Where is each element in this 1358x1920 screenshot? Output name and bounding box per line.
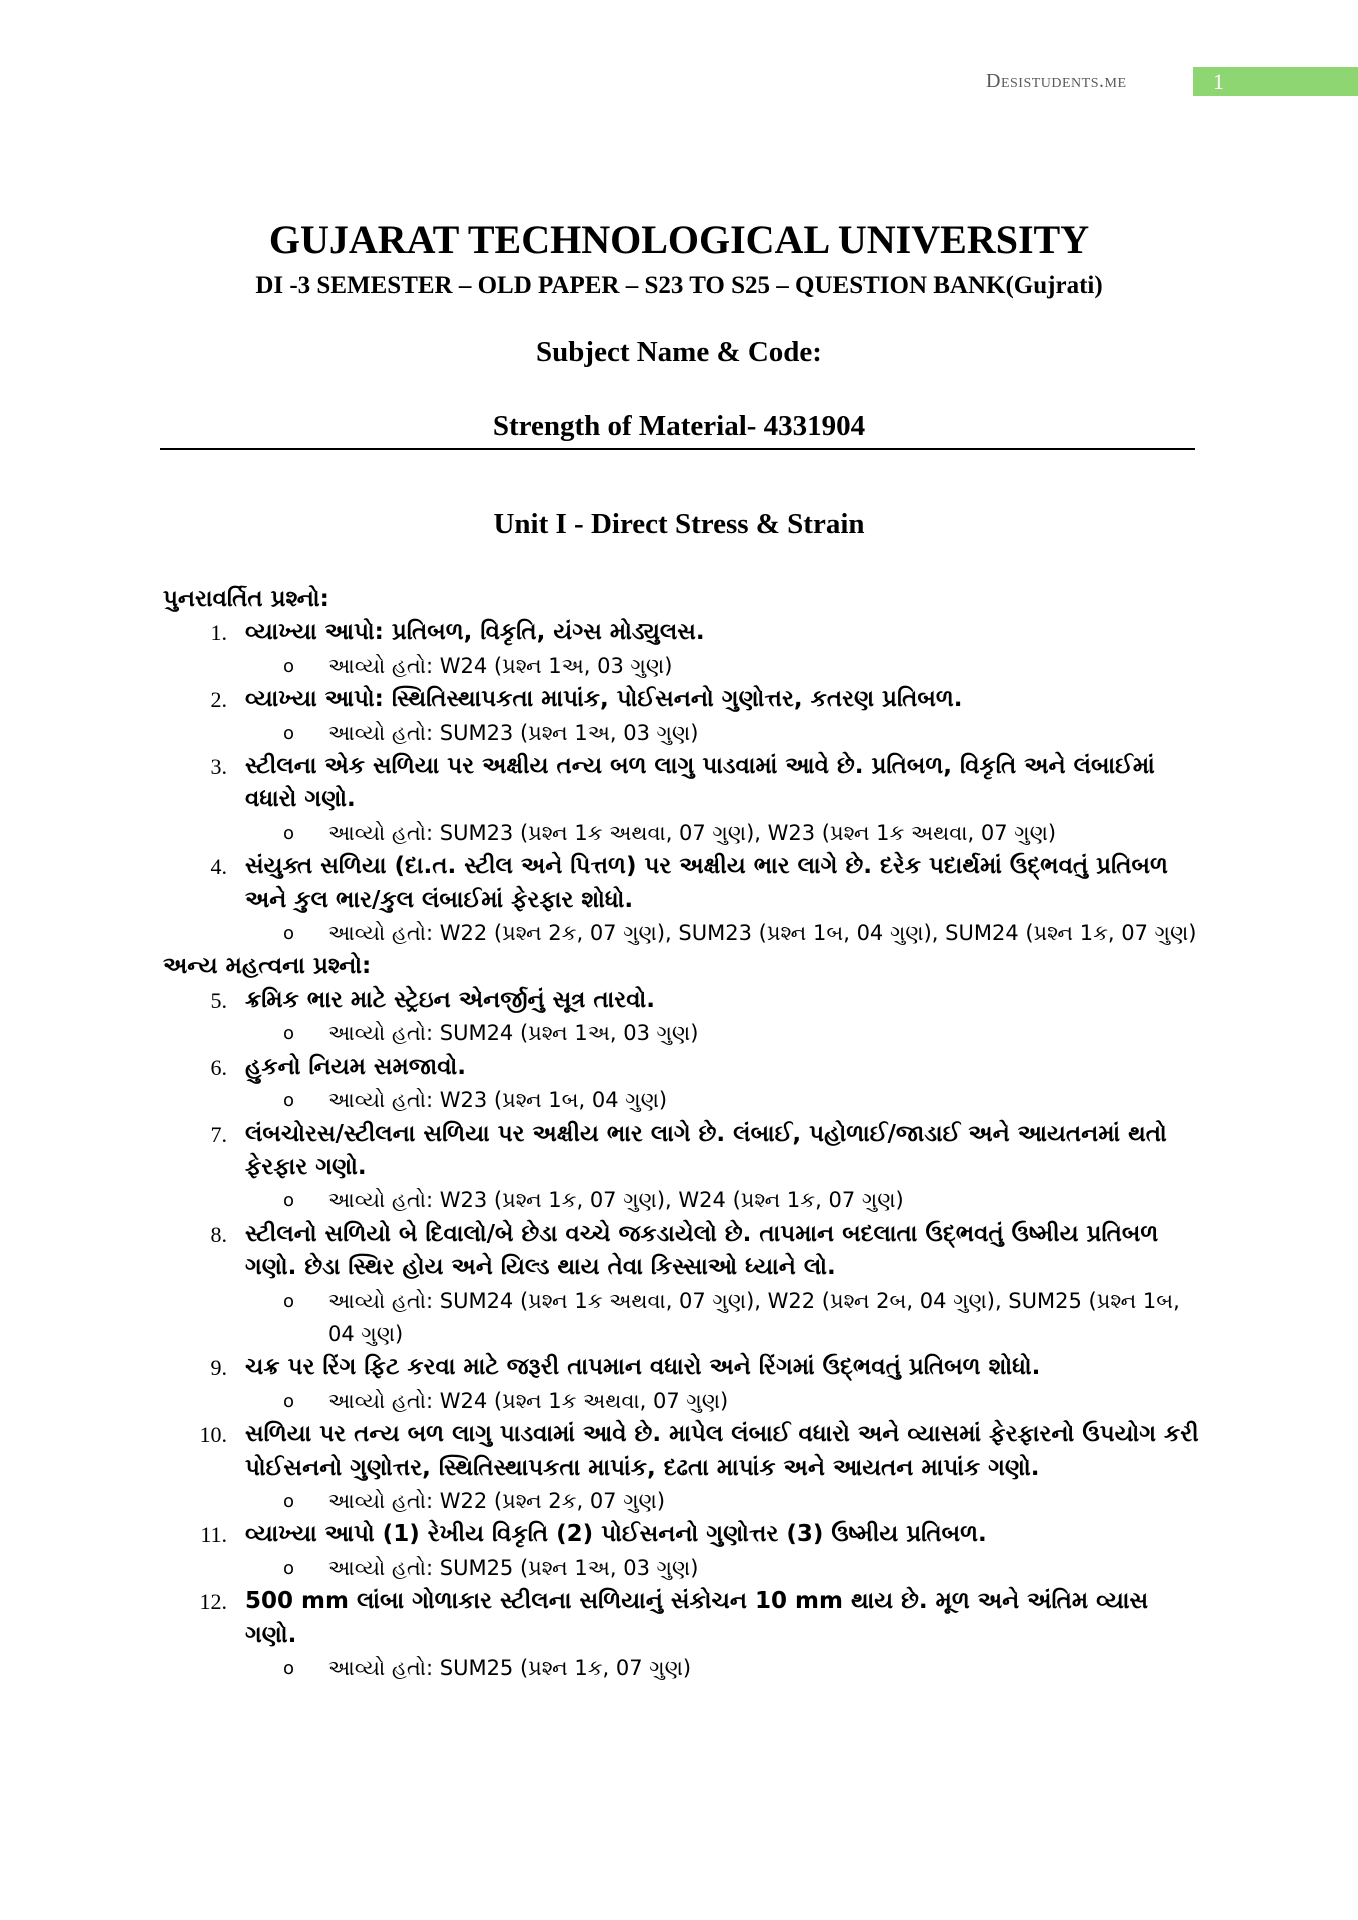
question-number: 10. (199, 1422, 227, 1448)
question-item (163, 750, 1203, 817)
asked-in (163, 717, 1203, 750)
asked-in-text: આવ્યો હતો: SUM24 (પ્રશ્ન 1અ, 03 ગુણ) (328, 1021, 699, 1046)
question-item (163, 1351, 1203, 1384)
question-number: 1. (210, 620, 227, 646)
question-list (163, 583, 1203, 1685)
question-item (163, 1218, 1203, 1285)
asked-in (163, 1084, 1203, 1117)
asked-in-text: આવ્યો હતો: SUM23 (પ્રશ્ન 1ક અથવા, 07 ગુણ), W23 (પ્રશ્ન 1ક અથવા, 07 ગુણ) (328, 820, 1057, 845)
asked-in-text: આવ્યો હતો: W22 (પ્રશ્ન 2ક, 07 ગુણ), SUM23 (પ્રશ્ન 1બ, 04 ગુણ), SUM24 (પ્રશ્ન 1ક, 07 ગુણ) (328, 921, 1197, 946)
circle-bullet-icon: o (283, 1090, 295, 1112)
asked-in (163, 1017, 1203, 1050)
asked-in-text: આવ્યો હતો: W24 (પ્રશ્ન 1ક અથવા, 07 ગુણ) (328, 1388, 729, 1413)
asked-in (163, 1485, 1203, 1518)
question-item (163, 1118, 1203, 1185)
question-item (163, 1518, 1203, 1551)
question-text: 500 mm લાંબા ગોળાકાર સ્ટીલના સળિયાનું સંકોચન 10 mm થાય છે. મૂળ અને અંતિમ વ્યાસ ગણો. (245, 1588, 1149, 1648)
asked-in (163, 817, 1203, 850)
question-text: વ્યાખ્યા આપો (1) રેખીય વિકૃતિ (2) પોઈસનનો ગુણોત્તર (3) ઉષ્મીય પ્રતિબળ. (245, 1521, 987, 1548)
section-heading: પુનરાવર્તિત પ્રશ્નો: (163, 586, 329, 612)
question-item (163, 1585, 1203, 1652)
question-item (163, 850, 1203, 917)
asked-in-text: આવ્યો હતો: W24 (પ્રશ્ન 1અ, 03 ગુણ) (328, 653, 673, 678)
divider (160, 448, 1195, 450)
asked-in-text: આવ્યો હતો: SUM25 (પ્રશ્ન 1ક, 07 ગુણ) (328, 1656, 692, 1680)
circle-bullet-icon: o (283, 1023, 295, 1045)
question-text: સંયુક્ત સળિયા (દા.ત. સ્ટીલ અને પિત્તળ) પર અક્ષીય ભાર લાગે છે. દરેક પદાર્થમાં ઉદ્ભવતું પ્રતિબળ અને કુલ ભાર/કુલ લંબાઈમાં ફેરફાર શોધો. (245, 853, 1168, 913)
asked-in (163, 1552, 1203, 1585)
question-number: 6. (210, 1054, 227, 1080)
question-item (163, 984, 1203, 1017)
circle-bullet-icon: o (283, 1390, 295, 1412)
asked-in (163, 1385, 1203, 1418)
subject-name: Strength of Material- 4331904 (492, 410, 866, 442)
question-number: 9. (210, 1355, 227, 1381)
question-text: લંબચોરસ/સ્ટીલના સળિયા પર અક્ષીય ભાર લાગે છે. લંબાઈ, પહોળાઈ/જાડાઈ અને આયતનમાં થતો ફેરફાર ગણો. (245, 1120, 1167, 1180)
question-number: 3. (210, 754, 227, 780)
asked-in (163, 1285, 1203, 1352)
question-number: 12. (199, 1589, 227, 1615)
circle-bullet-icon: o (283, 1190, 295, 1212)
question-text: સ્ટીલનો સળિયો બે દિવાલો/બે છેડા વચ્ચે જકડાયેલો છે. તાપમાન બદલાતા ઉદ્ભવતું ઉષ્મીય પ્રતિબળ ગણો. છેડા સ્થિર હોય અને યિલ્ડ થાય તેવા કિસ્સાઓ ધ્યાને લો. (245, 1220, 1159, 1281)
question-text: હુકનો નિયમ સમજાવો. (245, 1053, 467, 1080)
section-heading: અન્ય મહત્વના પ્રશ્નો: (163, 953, 372, 980)
question-text: વ્યાખ્યા આપો: પ્રતિબળ, વિકૃતિ, યંગ્સ મોડ્યુલસ. (245, 619, 705, 646)
question-number: 8. (210, 1221, 227, 1247)
question-text: સ્ટીલના એક સળિયા પર અક્ષીય તન્ય બળ લાગુ પાડવામાં આવે છે. પ્રતિબળ, વિકૃતિ અને લંબાઈમાં વધારો ગણો. (245, 753, 1155, 813)
question-item (163, 616, 1203, 649)
question-item (163, 1418, 1203, 1485)
question-text: ક્રમિક ભાર માટે સ્ટ્રેઇન એનર્જીનું સૂત્ર તારવો. (245, 986, 656, 1013)
circle-bullet-icon: o (283, 722, 295, 744)
page-number-badge: 1 (1193, 67, 1358, 96)
question-number: 4. (210, 854, 227, 880)
circle-bullet-icon: o (283, 655, 295, 677)
document-subtitle: DI -3 SEMESTER – OLD PAPER – S23 TO S25 – QUESTION BANK(Gujrati) (255, 272, 1103, 299)
header-site-name: Desistudents.me (986, 70, 1127, 92)
circle-bullet-icon: o (283, 1290, 295, 1312)
circle-bullet-icon: o (283, 1490, 295, 1512)
asked-in-text: આવ્યો હતો: W22 (પ્રશ્ન 2ક, 07 ગુણ) (328, 1488, 666, 1513)
asked-in-text: આવ્યો હતો: W23 (પ્રશ્ન 1બ, 04 ગુણ) (328, 1088, 668, 1113)
asked-in (163, 1652, 1203, 1685)
asked-in-text: આવ્યો હતો: SUM25 (પ્રશ્ન 1અ, 03 ગુણ) (328, 1555, 699, 1580)
question-text: ચક્ર પર રિંગ ફિટ કરવા માટે જરૂરી તાપમાન વધારો અને રિંગમાં ઉદ્ભવતું પ્રતિબળ શોધો. (245, 1354, 1041, 1381)
circle-bullet-icon: o (283, 822, 295, 844)
question-number: 7. (210, 1121, 227, 1147)
asked-in-text: આવ્યો હતો: SUM24 (પ્રશ્ન 1ક અથવા, 07 ગુણ), W22 (પ્રશ્ન 2બ, 04 ગુણ), SUM25 (પ્રશ્ન 1બ, 04 ગુણ) (328, 1288, 1180, 1346)
asked-in-text: આવ્યો હતો: SUM23 (પ્રશ્ન 1અ, 03 ગુણ) (328, 720, 699, 745)
subject-label: Subject Name & Code: (536, 336, 822, 368)
question-number: 2. (210, 687, 227, 713)
university-title: GUJARAT TECHNOLOGICAL UNIVERSITY (268, 217, 1090, 262)
question-item (163, 1051, 1203, 1084)
circle-bullet-icon: o (283, 1557, 295, 1579)
circle-bullet-icon: o (283, 923, 295, 945)
asked-in (163, 917, 1203, 950)
question-text: વ્યાખ્યા આપો: સ્થિતિસ્થાપકતા માપાંક, પોઈસનનો ગુણોત્તર, કતરણ પ્રતિબળ. (245, 686, 963, 713)
asked-in-text: આવ્યો હતો: W23 (પ્રશ્ન 1ક, 07 ગુણ), W24 (પ્રશ્ન 1ક, 07 ગુણ) (328, 1188, 904, 1213)
unit-heading: Unit I - Direct Stress & Strain (493, 508, 865, 540)
circle-bullet-icon: o (283, 1658, 295, 1679)
question-number: 5. (210, 987, 227, 1013)
question-text: સળિયા પર તન્ય બળ લાગુ પાડવામાં આવે છે. માપેલ લંબાઈ વધારો અને વ્યાસમાં ફેરફારનો ઉપયોગ કરી પોઈસનનો ગુણોત્તર, સ્થિતિસ્થાપકતા માપાંક, દઢતા માપાંક અને આયતન માપાંક ગણો. (245, 1421, 1199, 1481)
question-number: 11. (200, 1522, 227, 1548)
question-item (163, 683, 1203, 716)
asked-in (163, 1184, 1203, 1217)
asked-in (163, 650, 1203, 683)
